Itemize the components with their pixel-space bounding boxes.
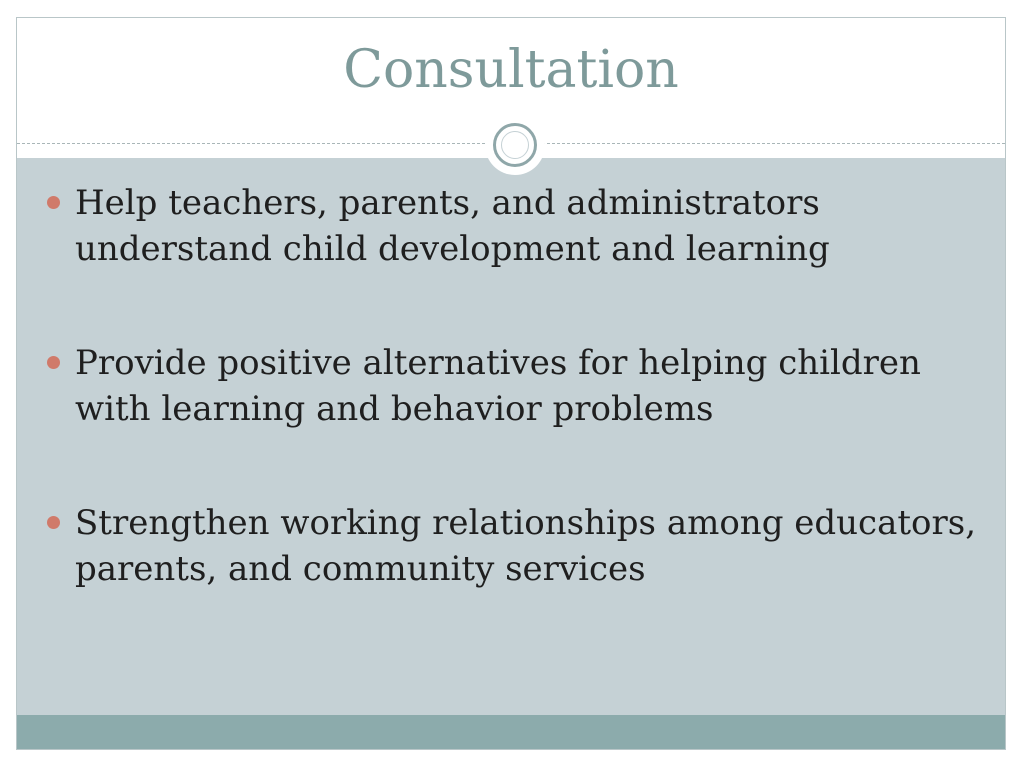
bullet-list [17,180,1005,660]
bullet-text: Provide positive alternatives for helping children with learning and behavior problems [75,343,921,429]
footer-band [17,715,1005,749]
bullet-dot-icon [47,516,60,529]
ring-inner [493,123,537,167]
ring-core [501,131,529,159]
bullet-dot-icon [47,196,60,209]
bullet-item [17,500,1005,592]
ring-ornament-icon [485,115,545,175]
slide-title: Consultation [343,40,679,100]
bullet-dot-icon [47,356,60,369]
bullet-text: Help teachers, parents, and administrators understand child development and learning [75,183,830,269]
slide [16,17,1006,750]
bullet-item [17,180,1005,272]
bullet-text: Strengthen working relationships among educators, parents, and community services [75,503,976,589]
bullet-item [17,340,1005,432]
